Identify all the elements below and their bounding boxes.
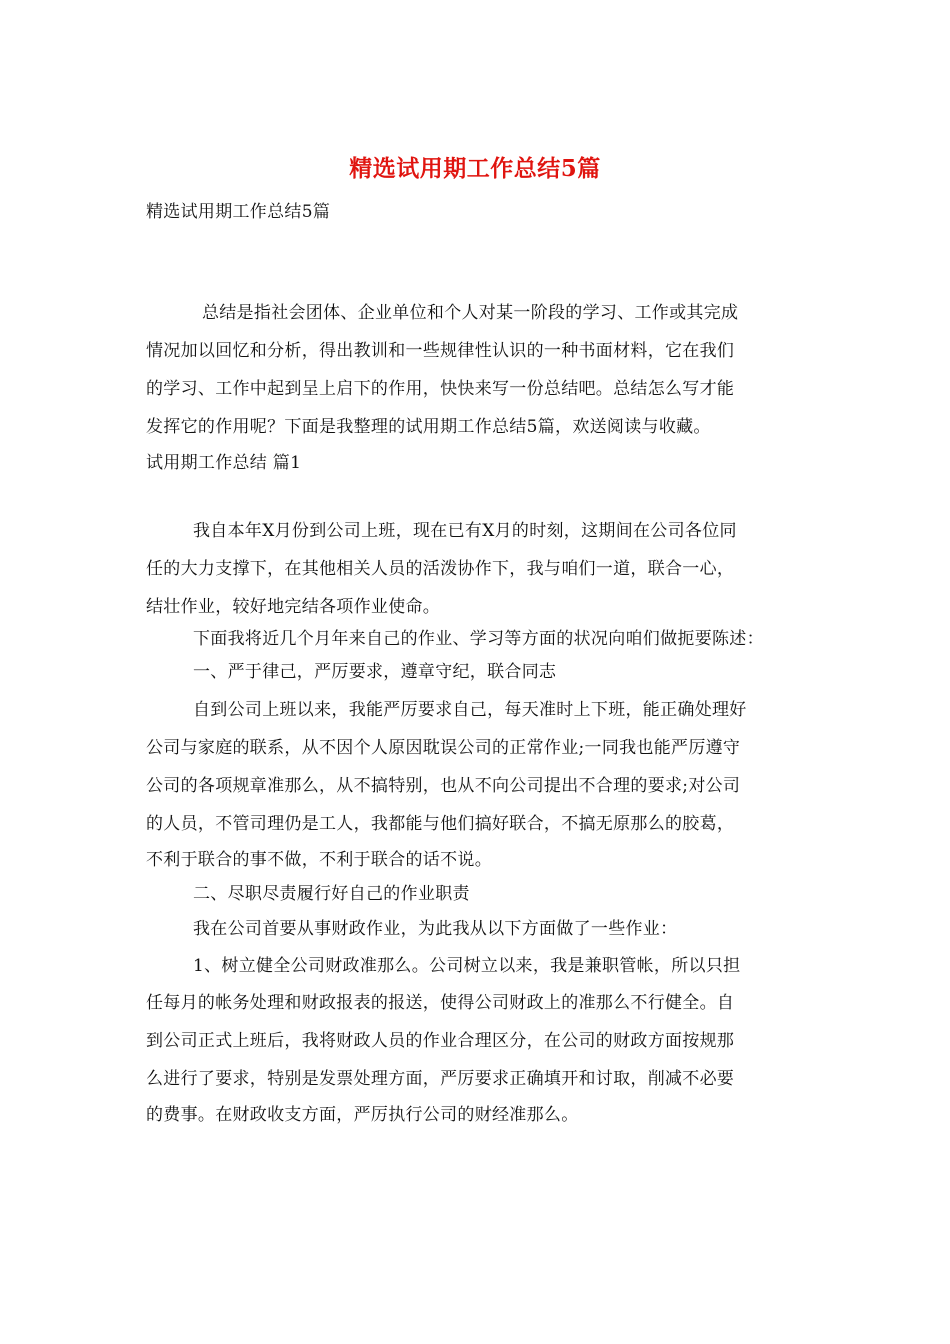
document-title: 精选试用期工作总结5篇: [349, 155, 601, 182]
paragraph-line: 公司的各项规章准那么，从不搞特别，也从不向公司提出不合理的要求;对公司: [146, 776, 741, 796]
paragraph-line: 公司与家庭的联系，从不因个人原因耽误公司的正常作业;一同我也能严厉遵守: [146, 738, 741, 758]
document-subtitle: 精选试用期工作总结5篇: [146, 202, 331, 222]
paragraph-line: 的人员，不管司理仍是工人，我都能与他们搞好联合，不搞无原那么的胶葛，: [146, 814, 735, 834]
paragraph-line: 1、树立健全公司财政准那么。公司树立以来，我是兼职管帐，所以只担: [193, 956, 741, 976]
subheading-1: 一、严于律己，严厉要求，遵章守纪，联合同志: [193, 662, 557, 682]
subheading-2: 二、尽职尽责履行好自己的作业职责: [193, 884, 470, 904]
paragraph-line: 任每月的帐务处理和财政报表的报送，使得公司财政上的准那么不行健全。自: [146, 993, 735, 1013]
paragraph-line: 结壮作业，较好地完结各项作业使命。: [146, 597, 441, 617]
paragraph-line: 不利于联合的事不做，不利于联合的话不说。: [146, 850, 492, 870]
paragraph-line: 我自本年X月份到公司上班，现在已有X月的时刻，这期间在公司各位同: [193, 521, 737, 541]
paragraph-line: 到公司正式上班后，我将财政人员的作业合理区分，在公司的财政方面按规那: [146, 1031, 735, 1051]
intro-line: 情况加以回忆和分析，得出教训和一些规律性认识的一种书面材料，它在我们: [146, 341, 735, 361]
paragraph-line: 我在公司首要从事财政作业，为此我从以下方面做了一些作业：: [193, 919, 678, 939]
paragraph-line: 任的大力支撑下，在其他相关人员的活泼协作下，我与咱们一道，联合一心，: [146, 559, 735, 579]
intro-line: 总结是指社会团体、企业单位和个人对某一阶段的学习、工作或其完成: [202, 303, 739, 323]
intro-line: 的学习、工作中起到呈上启下的作用，快快来写一份总结吧。总结怎么写才能: [146, 379, 735, 399]
paragraph-line: 自到公司上班以来，我能严厉要求自己，每天准时上下班，能正确处理好: [193, 700, 747, 720]
paragraph-line: 的费事。在财政收支方面，严厉执行公司的财经准那么。: [146, 1105, 579, 1125]
paragraph-line: 下面我将近几个月年来自己的作业、学习等方面的状况向咱们做扼要陈述：: [193, 629, 764, 649]
paragraph-line: 么进行了要求，特别是发票处理方面，严厉要求正确填开和讨取，削减不必要: [146, 1069, 735, 1089]
intro-line: 发挥它的作用呢？下面是我整理的试用期工作总结5篇，欢送阅读与收藏。: [146, 417, 711, 437]
section-heading: 试用期工作总结 篇1: [146, 453, 302, 473]
